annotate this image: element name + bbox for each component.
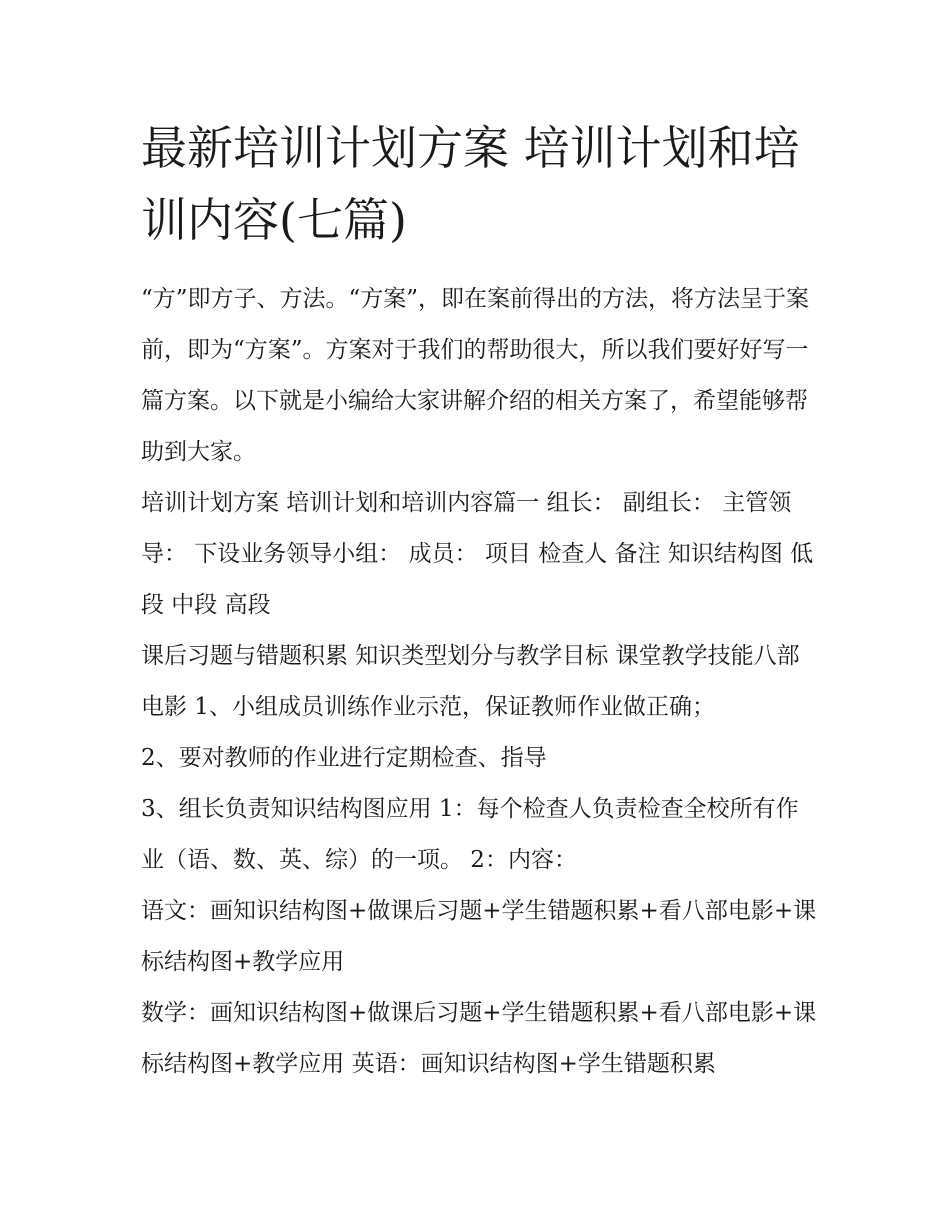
body-paragraph: 2、要对教师的作业进行定期检查、指导 bbox=[141, 745, 547, 771]
document-title: 最新培训计划方案 培训计划和培训内容(七篇) bbox=[141, 121, 800, 247]
document-body bbox=[141, 274, 821, 1090]
body-paragraph: 培训计划方案 培训计划和培训内容篇一 组长： 副组长： 主管领导： 下设业务领导小组： 成员： 项目 检查人 备注 知识结构图 低段 中段 高段 bbox=[141, 490, 814, 618]
intro-paragraph: “方”即方子、方法。“方案”，即在案前得出的方法，将方法呈于案前，即为“方案”。方案对于我们的帮助很大，所以我们要好好写一篇方案。以下就是小编给大家讲解介绍的相关方案了，希望能够帮助到大家。 bbox=[141, 286, 810, 465]
body-paragraph: 3、组长负责知识结构图应用 1：每个检查人负责检查全校所有作业（语、数、英、综）的一项。 2：内容： bbox=[141, 796, 799, 873]
body-paragraph: 课后习题与错题积累 知识类型划分与教学目标 课堂教学技能八部电影 1、小组成员训练作业示范，保证教师作业做正确； bbox=[141, 643, 800, 720]
body-paragraph: 数学：画知识结构图+做课后习题+学生错题积累+看八部电影+课标结构图+教学应用 英语：画知识结构图+学生错题积累 bbox=[141, 1000, 817, 1077]
body-paragraph: 语文：画知识结构图+做课后习题+学生错题积累+看八部电影+课标结构图+教学应用 bbox=[141, 898, 817, 975]
